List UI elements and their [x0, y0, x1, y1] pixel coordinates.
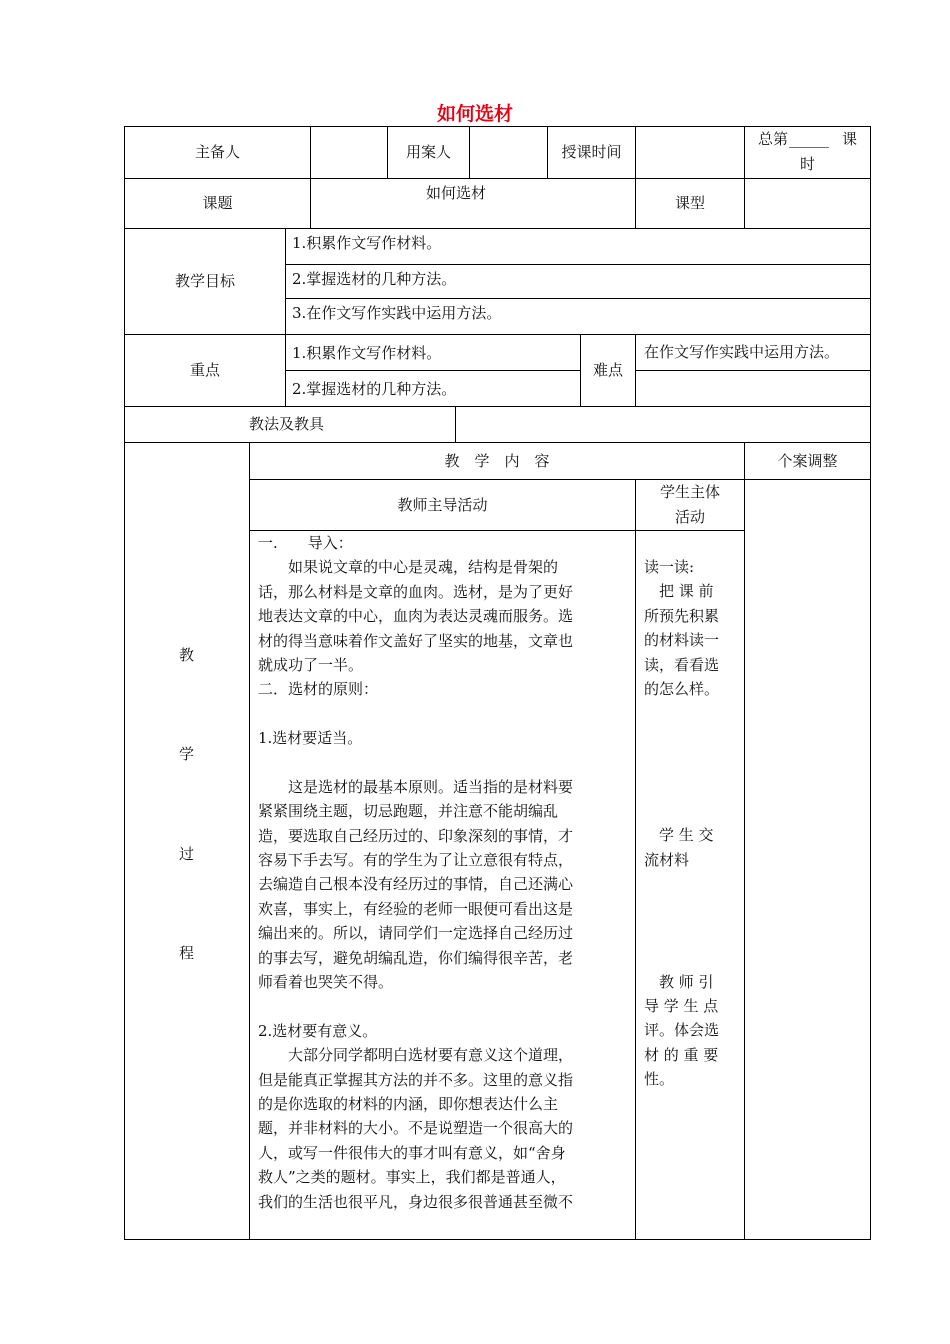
text-line: 地表达文章的中心，血肉为表达灵魂而服务。选 — [258, 607, 574, 626]
total-suffix-2: 时 — [800, 155, 816, 173]
text-line: 题，并非材料的大小。不是说塑造一个很高大的 — [258, 1119, 574, 1138]
text-line: 二．选材的原则： — [258, 680, 379, 699]
text-line: 流材料 — [644, 850, 690, 869]
text-line: 师看着也哭笑不得。 — [258, 973, 394, 992]
topic-label: 课题 — [202, 194, 233, 212]
objective-item: 3.在作文写作实践中运用方法。 — [292, 304, 502, 322]
text-line: 欢喜，事实上，有经验的老师一眼便可看出这是 — [258, 899, 574, 918]
difficulty-empty-cell — [635, 370, 871, 407]
text-line: 这是选材的最基本原则。适当指的是材料要 — [258, 777, 574, 796]
text-line: 救人”之类的题材。事实上，我们都是普通人， — [258, 1168, 566, 1187]
total-blank: ______ — [789, 130, 828, 148]
text-line: 导 学 生 点 — [644, 997, 719, 1016]
text-line — [644, 726, 719, 750]
student-header: 学生主体 — [659, 483, 720, 501]
text-line — [258, 751, 573, 775]
total-prefix: 总第 — [758, 130, 789, 148]
text-line: 大部分同学都明白选材要有意义这个道理， — [258, 1046, 574, 1065]
user-value-cell — [469, 126, 548, 179]
text-line — [644, 701, 719, 725]
text-line: 读，看看选 — [644, 655, 720, 674]
text-line: 的怎么样。 — [644, 679, 720, 698]
text-line — [644, 921, 719, 945]
objectives-label: 教学目标 — [174, 272, 235, 290]
keypoint-item: 2.掌握选材的几种方法。 — [292, 380, 457, 398]
text-line — [258, 702, 573, 726]
process-side-char: 学 — [179, 745, 195, 763]
objective-item: 1.积累作文写作材料。 — [292, 234, 442, 252]
text-line: 教 师 引 — [644, 972, 714, 991]
text-line: 就成功了一半。 — [258, 655, 364, 674]
text-line: 的事去写，避免胡编乱造，你们编得很辛苦，老 — [258, 948, 574, 967]
teacher-header: 教师主导活动 — [397, 496, 488, 514]
text-line — [644, 750, 719, 774]
preparer-value-cell — [310, 126, 388, 179]
text-line: 评。体会选 — [644, 1021, 720, 1040]
text-line: 性。 — [644, 1070, 675, 1089]
text-line: 去编造自己根本没有经历过的事情，自己还满心 — [258, 875, 574, 894]
type-value-cell — [744, 178, 871, 229]
keypoints-label: 重点 — [189, 361, 220, 379]
text-line: 人，或写一件很伟大的事才叫有意义，如“舍身 — [258, 1143, 566, 1162]
text-line: 读一读: — [644, 558, 695, 576]
student-header-2: 活动 — [674, 508, 705, 526]
adjust-header: 个案调整 — [777, 452, 838, 470]
text-line — [644, 945, 719, 969]
process-side-char: 过 — [179, 845, 195, 863]
student-activity-text — [644, 555, 719, 1092]
text-line: 我们的生活也很平凡，身边很多很普通甚至微不 — [258, 1192, 574, 1211]
time-value-cell — [635, 126, 745, 179]
text-line: 编出来的。所以，请同学们一定选择自己经历过 — [258, 924, 574, 943]
text-line: 如果说文章的中心是灵魂，结构是骨架的 — [258, 558, 559, 577]
text-line: 造，要选取自己经历过的、印象深刻的事情，才 — [258, 826, 574, 845]
text-line — [644, 775, 719, 799]
text-line: 材的得当意味着作文盖好了坚实的地基，文章也 — [258, 631, 574, 650]
text-line: 的材料读一 — [644, 631, 720, 650]
methods-value-cell — [455, 406, 871, 443]
difficulty-value: 在作文写作实践中运用方法。 — [644, 343, 840, 361]
document-title: 如何选材 — [436, 103, 513, 125]
teacher-activity-text — [258, 531, 573, 1214]
text-line: 一. 导入： — [258, 534, 353, 552]
user-label: 用案人 — [405, 143, 451, 161]
total-suffix: 课 — [842, 130, 858, 148]
text-line: 1.选材要适当。 — [258, 729, 363, 748]
time-label: 授课时间 — [561, 143, 622, 161]
process-side-char: 教 — [179, 646, 195, 664]
text-line: 话，那么材料是文章的血肉。选材，是为了更好 — [258, 582, 574, 601]
text-line — [258, 994, 573, 1018]
preparer-label: 主备人 — [194, 143, 240, 161]
text-line — [644, 872, 719, 896]
process-side-char: 程 — [179, 944, 195, 962]
difficulty-label: 难点 — [592, 361, 623, 379]
text-line: 把 课 前 — [644, 582, 714, 601]
methods-label: 教法及教具 — [249, 415, 325, 433]
text-line — [644, 896, 719, 920]
text-line: 材 的 重 要 — [644, 1045, 719, 1064]
text-line: 的是你选取的材料的内涵，即你想表达什么主 — [258, 1094, 559, 1113]
content-header: 教 学 内 容 — [444, 452, 550, 470]
text-line: 2.选材要有意义。 — [258, 1021, 378, 1040]
text-line: 学 生 交 — [644, 826, 714, 845]
text-line — [644, 799, 719, 823]
objective-item: 2.掌握选材的几种方法。 — [292, 270, 457, 288]
type-label: 课型 — [674, 194, 705, 212]
text-line: 但是能真正掌握其方法的并不多。这里的意义指 — [258, 1070, 574, 1089]
keypoint-item: 1.积累作文写作材料。 — [292, 344, 442, 362]
text-line: 容易下手去写。有的学生为了让立意很有特点， — [258, 851, 574, 870]
adjust-body-cell — [744, 479, 871, 1240]
text-line: 所预先积累 — [644, 606, 720, 625]
text-line: 紧紧围绕主题，切忌跑题，并注意不能胡编乱 — [258, 802, 559, 821]
process-side-cell — [124, 442, 250, 1240]
topic-value: 如何选材 — [426, 184, 487, 202]
